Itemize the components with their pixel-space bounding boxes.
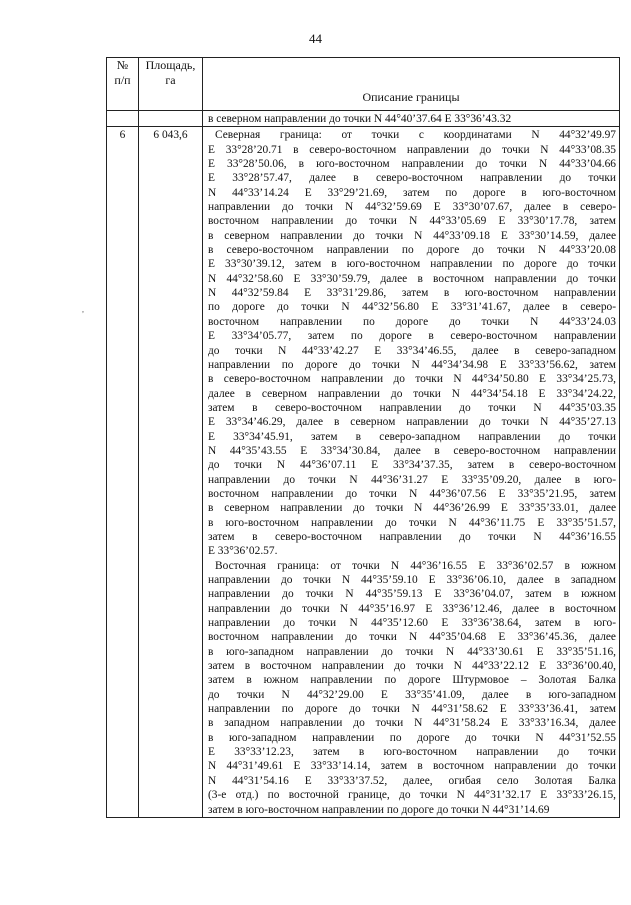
margin-mark: , [82,305,84,314]
north-boundary-line: восточном направлении до точки N 44°33’05.69 E 33°30’17.78, затем [208,215,616,228]
north-boundary-line: направлении до точки N 44°36’31.27 E 33°35’09.20, далее в юго- [208,473,616,486]
continuation-text: в северном направлении до точки N 44°40’37.64 E 33°36’43.32 [208,113,512,125]
north-boundary-line: в северо-восточном направлении до точки N 44°34’50.80 E 33°34’25.73, [208,373,616,386]
table-row [107,127,620,818]
east-boundary-line: направлении по дороге до точки N 44°31’58.62 E 33°33’36.41, затем [208,703,616,716]
north-boundary-line: направлении по дороге до точки N 44°34’34.98 E 33°33’56.62, затем [208,358,616,371]
header-description: Описание границы [203,58,620,111]
header-num-line1: № [116,58,129,72]
header-num [107,58,139,111]
continuation-row [107,111,620,127]
east-boundary-line: в западном направлении до точки N 44°31’58.24 E 33°33’16.34, далее [208,717,616,730]
north-boundary-line: в северном направлении до точки N 44°33’09.18 E 33°30’14.59, далее [208,229,616,242]
north-boundary-line: E 33°28’50.06, в юго-восточном направлении до точки N 44°33’04.66 [208,158,616,171]
east-boundary-line: E 33°33’12.23, затем в юго-восточном направлении до точки [208,746,616,759]
continuation-area-cell [139,111,203,127]
north-boundary-line: до точки N 44°33’42.27 E 33°34’46.55, далее в северо-западном [208,344,616,357]
north-boundary-line: E 33°34’45.91, затем в северо-западном направлении до точки [208,430,616,443]
north-boundary-line: N 44°32’58.60 E 33°30’59.79, далее в восточном направлении до точки [208,272,616,285]
north-boundary-line: восточном направлении до точки N 44°36’07.56 E 33°35’21.95, затем [208,487,616,500]
north-boundary-line: до точки N 44°36’07.11 E 33°34’37.35, затем в северо-восточном [208,459,616,472]
north-boundary-line: E 33°28’57.47, далее в северо-восточном направлении до точки [208,172,616,185]
north-boundary-line: N 44°33’14.24 E 33°29’21.69, затем по дороге в юго-восточном [208,186,616,199]
north-boundary-line: Северная граница: от точки с координатами N 44°32’49.97 [215,129,616,142]
north-boundary-line: далее в северном направлении до точки N 44°34’54.18 E 33°34’24.22, [208,387,616,400]
north-boundary-line: в северном направлении до точки N 44°36’26.99 E 33°35’33.01, далее [208,502,616,515]
east-boundary-line: затем в южном направлении по дороге Штурмовое – Золотая Балка [208,674,616,687]
continuation-description [203,111,620,127]
east-boundary-line: затем в восточном направлении до точки N 44°33’22.12 E 33°36’00.40, [208,660,616,673]
north-boundary-line: E 33°34’46.29, далее в северном направлении до точки N 44°35’27.13 [208,416,616,429]
page-number: 44 [309,31,322,46]
north-boundary-line: E 33°34’05.77, затем по дороге в северо-восточном направлении [208,330,616,343]
row-description [203,127,620,818]
east-boundary-line: направлении до точки N 44°35’59.13 E 33°36’04.07, затем в южном [208,588,616,601]
east-boundary-line: N 44°31’49.61 E 33°33’14.14, затем в восточном направлении до точки [208,760,616,773]
north-boundary-paragraph [208,128,616,558]
north-boundary-line: E 33°28’20.71 в северо-восточном направлении до точки N 44°33’08.35 [208,143,616,156]
boundary-table [106,57,620,818]
north-boundary-line: N 44°35’43.55 E 33°34’30.84, далее в северо-восточном направлении [208,444,616,457]
north-boundary-line: затем в северо-восточном направлении до точки N 44°35’03.35 [208,401,616,414]
header-area-line2: га [165,73,176,87]
north-boundary-line: восточном направлении по дороге до точки N 44°33’24.03 [208,315,616,328]
table-header-row [107,58,620,111]
east-boundary-line: направлении до точки N 44°35’59.10 E 33°36’06.10, далее в западном [208,574,616,586]
east-boundary-line: до точки N 44°32’29.00 E 33°35’41.09, далее в юго-западном [208,688,616,701]
north-boundary-line: в северо-восточном направлении по дороге до точки N 44°33’20.08 [208,244,616,257]
north-boundary-line: направлении до точки N 44°32’59.69 E 33°30’07.67, далее в северо- [208,201,616,214]
north-boundary-line: N 44°32’59.84 E 33°31’29.86, затем в юго-восточном направлении [208,287,616,300]
north-boundary-line: E 33°30’39.12, затем в юго-восточном направлении по дороге до точки [208,258,616,271]
header-area-line1: Площадь, [145,58,196,72]
north-boundary-line: затем в северо-восточном направлении до точки N 44°36’16.55 [208,530,616,543]
row-area: 6 043,6 [139,127,203,818]
east-boundary-paragraph [208,559,616,817]
east-boundary-line: восточном направлении до точки N 44°35’04.68 E 33°36’45.36, далее [208,631,616,644]
north-boundary-line: по дороге до точки N 44°32’56.80 E 33°31’41.67, далее в северо- [208,301,616,314]
row-number: 6 [107,127,139,818]
continuation-num-cell [107,111,139,127]
east-boundary-line: направлении до точки N 44°35’12.60 E 33°36’38.64, затем в юго- [208,617,616,630]
east-boundary-line: N 44°31’54.16 E 33°33’37.52, далее, огибая село Золотая Балка [208,774,616,787]
header-area [139,58,203,111]
east-boundary-line: (3-е отд.) по восточной границе, до точки N 44°31’32.17 E 33°33’26.15, [208,789,616,802]
east-boundary-line: затем в юго-восточном направлении по дороге до точки N 44°31’14.69 [208,803,550,816]
north-boundary-line: в юго-восточном направлении до точки N 44°36’11.75 E 33°35’51.57, [208,516,616,529]
east-boundary-line: в юго-западном направлении по дороге до точки N 44°31’52.55 [208,731,616,744]
east-boundary-line: Восточная граница: от точки N 44°36’16.55 E 33°36’02.57 в южном [215,559,616,572]
north-boundary-line: E 33°36’02.57. [208,545,278,558]
east-boundary-line: в юго-западном направлении до точки N 44°33’30.61 E 33°35’51.16, [208,645,616,658]
east-boundary-line: направлении до точки N 44°35’16.97 E 33°36’12.46, далее в восточном [208,602,616,615]
header-num-line2: п/п [114,73,131,87]
